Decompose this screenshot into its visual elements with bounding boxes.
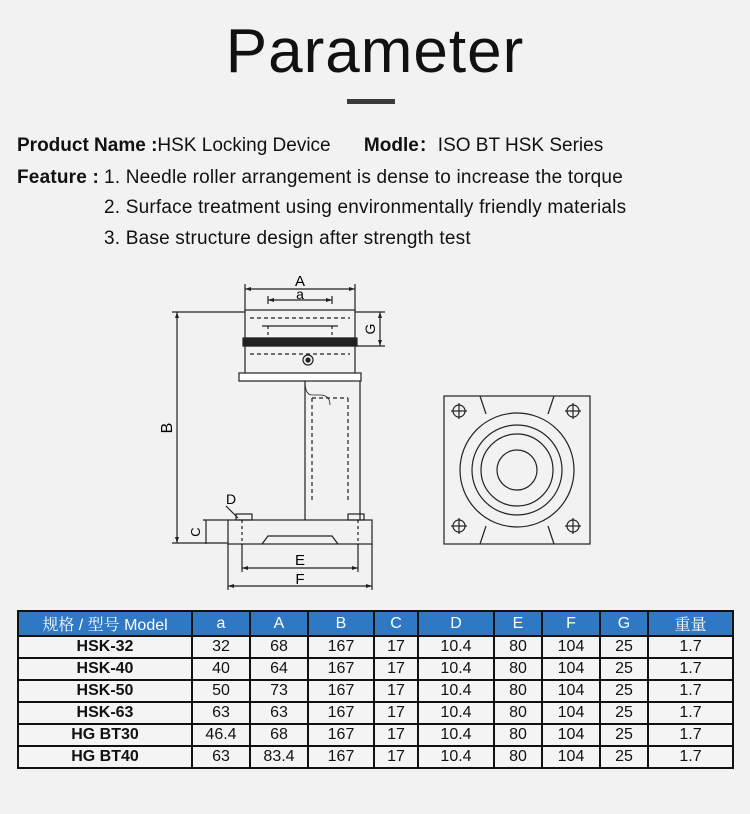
cell-E: 80 xyxy=(494,724,542,746)
table-row xyxy=(18,658,733,680)
cell-a: 63 xyxy=(192,702,250,724)
feature-item-3: 3. Base structure design after strength test xyxy=(104,228,471,249)
header-A: A xyxy=(250,611,308,636)
label-C: C xyxy=(188,527,203,537)
head-band-dark xyxy=(243,338,357,346)
cell-a: 32 xyxy=(192,636,250,658)
label-A: A xyxy=(294,273,306,290)
label-G: G xyxy=(362,323,378,335)
cell-F: 104 xyxy=(542,658,600,680)
cell-E: 80 xyxy=(494,746,542,768)
header-E: E xyxy=(494,611,542,636)
cell-weight: 1.7 xyxy=(648,636,733,658)
header-D: D xyxy=(418,611,494,636)
cell-a: 40 xyxy=(192,658,250,680)
feature-label: Feature : xyxy=(17,167,100,188)
cell-F: 104 xyxy=(542,724,600,746)
page-title: Parameter xyxy=(225,17,525,86)
cell-D: 10.4 xyxy=(418,724,494,746)
label-F: F xyxy=(295,571,305,588)
cell-D: 10.4 xyxy=(418,702,494,724)
cell-C: 17 xyxy=(374,746,418,768)
head-lower-block xyxy=(245,346,355,374)
label-B: B xyxy=(159,422,176,434)
table-row xyxy=(18,680,733,702)
cell-model: HSK-40 xyxy=(18,658,192,680)
cell-A: 68 xyxy=(250,724,308,746)
cell-B: 167 xyxy=(308,658,374,680)
label-E: E xyxy=(294,552,306,569)
cell-C: 17 xyxy=(374,658,418,680)
table-row xyxy=(18,724,733,746)
header-weight: 重量 xyxy=(648,611,733,636)
cell-F: 104 xyxy=(542,746,600,768)
cell-B: 167 xyxy=(308,702,374,724)
cell-A: 73 xyxy=(250,680,308,702)
table-row xyxy=(18,746,733,768)
cell-G: 25 xyxy=(600,680,648,702)
feature-item-1: 1. Needle roller arrangement is dense to increase the torque xyxy=(104,167,623,188)
cell-a: 46.4 xyxy=(192,724,250,746)
spec-table xyxy=(17,610,734,769)
cell-F: 104 xyxy=(542,636,600,658)
label-D: D xyxy=(225,491,237,507)
technical-drawing xyxy=(150,268,620,598)
header-a: a xyxy=(192,611,250,636)
cell-D: 10.4 xyxy=(418,680,494,702)
modle-label: Modle： xyxy=(363,135,438,156)
cell-a: 63 xyxy=(192,746,250,768)
cell-A: 83.4 xyxy=(250,746,308,768)
cell-E: 80 xyxy=(494,636,542,658)
header-G: G xyxy=(600,611,648,636)
cell-F: 104 xyxy=(542,680,600,702)
cell-model: HG BT30 xyxy=(18,724,192,746)
cell-model: HSK-50 xyxy=(18,680,192,702)
feature-item-2: 2. Surface treatment using environmentally friendly materials xyxy=(104,197,627,218)
cell-B: 167 xyxy=(308,680,374,702)
cell-weight: 1.7 xyxy=(648,702,733,724)
header-model: 规格 / 型号 Model xyxy=(18,611,192,636)
cell-G: 25 xyxy=(600,724,648,746)
cell-C: 17 xyxy=(374,680,418,702)
cell-model: HG BT40 xyxy=(18,746,192,768)
head-upper-block xyxy=(245,310,355,338)
cell-G: 25 xyxy=(600,702,648,724)
cell-B: 167 xyxy=(308,746,374,768)
modle-value: ISO BT HSK Series xyxy=(437,135,604,156)
cell-D: 10.4 xyxy=(418,746,494,768)
cell-A: 63 xyxy=(250,702,308,724)
table-row xyxy=(18,636,733,658)
label-a: a xyxy=(296,286,304,302)
cell-a: 50 xyxy=(192,680,250,702)
cell-E: 80 xyxy=(494,702,542,724)
product-name-label: Product Name : xyxy=(17,135,158,156)
cell-weight: 1.7 xyxy=(648,658,733,680)
product-line xyxy=(17,130,603,157)
cell-D: 10.4 xyxy=(418,636,494,658)
top-view xyxy=(444,396,590,544)
cell-weight: 1.7 xyxy=(648,724,733,746)
cell-D: 10.4 xyxy=(418,658,494,680)
cell-C: 17 xyxy=(374,636,418,658)
cell-F: 104 xyxy=(542,702,600,724)
cell-G: 25 xyxy=(600,746,648,768)
table-row xyxy=(18,702,733,724)
cell-E: 80 xyxy=(494,658,542,680)
table-header-row xyxy=(18,611,733,636)
cell-G: 25 xyxy=(600,658,648,680)
cell-B: 167 xyxy=(308,724,374,746)
header-B: B xyxy=(308,611,374,636)
product-name-value: HSK Locking Device xyxy=(157,135,331,156)
title-underline xyxy=(347,99,395,104)
header-C: C xyxy=(374,611,418,636)
cell-B: 167 xyxy=(308,636,374,658)
cell-weight: 1.7 xyxy=(648,746,733,768)
cell-C: 17 xyxy=(374,702,418,724)
cell-weight: 1.7 xyxy=(648,680,733,702)
cell-A: 68 xyxy=(250,636,308,658)
header-F: F xyxy=(542,611,600,636)
cell-G: 25 xyxy=(600,636,648,658)
cell-E: 80 xyxy=(494,680,542,702)
cell-model: HSK-32 xyxy=(18,636,192,658)
cell-C: 17 xyxy=(374,724,418,746)
cell-A: 64 xyxy=(250,658,308,680)
cell-model: HSK-63 xyxy=(18,702,192,724)
base-plate xyxy=(228,520,372,544)
